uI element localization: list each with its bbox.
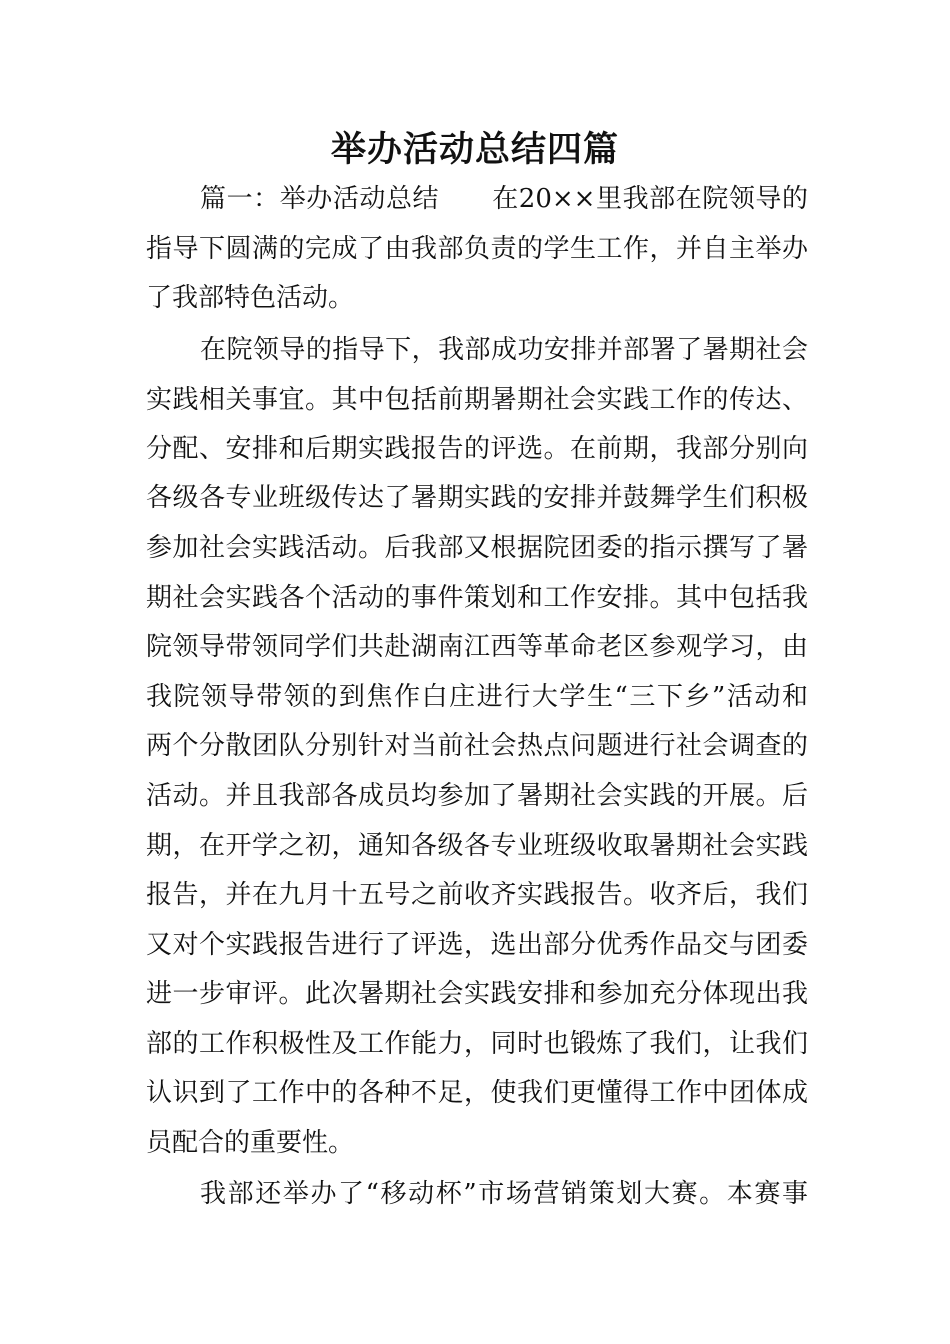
paragraph-line: 篇一：举办活动总结 在20××里我部在院领导的 [200,184,808,214]
paragraph-line: 了我部特色活动。 [146,283,355,313]
paragraph-line: 在院领导的指导下，我部成功安排并部署了暑期社会 [200,335,808,365]
paragraph-line: 报告，并在九月十五号之前收齐实践报告。收齐后，我们 [146,880,808,910]
document-title: 举办活动总结四篇 [330,130,619,170]
paragraph-line: 进一步审评。此次暑期社会实践安排和参加充分体现出我 [146,979,808,1009]
paragraph-line: 分配、安排和后期实践报告的评选。在前期，我部分别向 [146,434,808,464]
paragraph-line: 又对个实践报告进行了评选，选出部分优秀作品交与团委 [146,930,808,960]
paragraph-line: 期，在开学之初，通知各级各专业班级收取暑期社会实践 [146,831,808,861]
paragraph-line: 认识到了工作中的各种不足，使我们更懂得工作中团体成 [146,1078,808,1108]
paragraph-line: 我院领导带领的到焦作白庄进行大学生“三下乡”活动和 [146,682,808,712]
paragraph-line: 活动。并且我部各成员均参加了暑期社会实践的开展。后 [146,781,808,811]
paragraph-line: 各级各专业班级传达了暑期实践的安排并鼓舞学生们积极 [146,483,808,513]
paragraph-line: 员配合的重要性。 [146,1128,355,1158]
paragraph-line: 指导下圆满的完成了由我部负责的学生工作，并自主举办 [146,234,808,264]
paragraph-line: 院领导带领同学们共赴湖南江西等革命老区参观学习，由 [146,632,808,662]
paragraph-line: 我部还举办了“移动杯”市场营销策划大赛。本赛事 [200,1179,808,1209]
paragraph-line: 部的工作积极性及工作能力，同时也锻炼了我们，让我们 [146,1029,808,1059]
paragraph-line: 参加社会实践活动。后我部又根据院团委的指示撰写了暑 [146,533,808,563]
paragraph-line: 实践相关事宜。其中包括前期暑期社会实践工作的传达、 [146,385,808,415]
paragraph-line: 期社会实践各个活动的事件策划和工作安排。其中包括我 [146,583,808,613]
paragraph-line: 两个分散团队分别针对当前社会热点问题进行社会调查的 [146,731,808,761]
